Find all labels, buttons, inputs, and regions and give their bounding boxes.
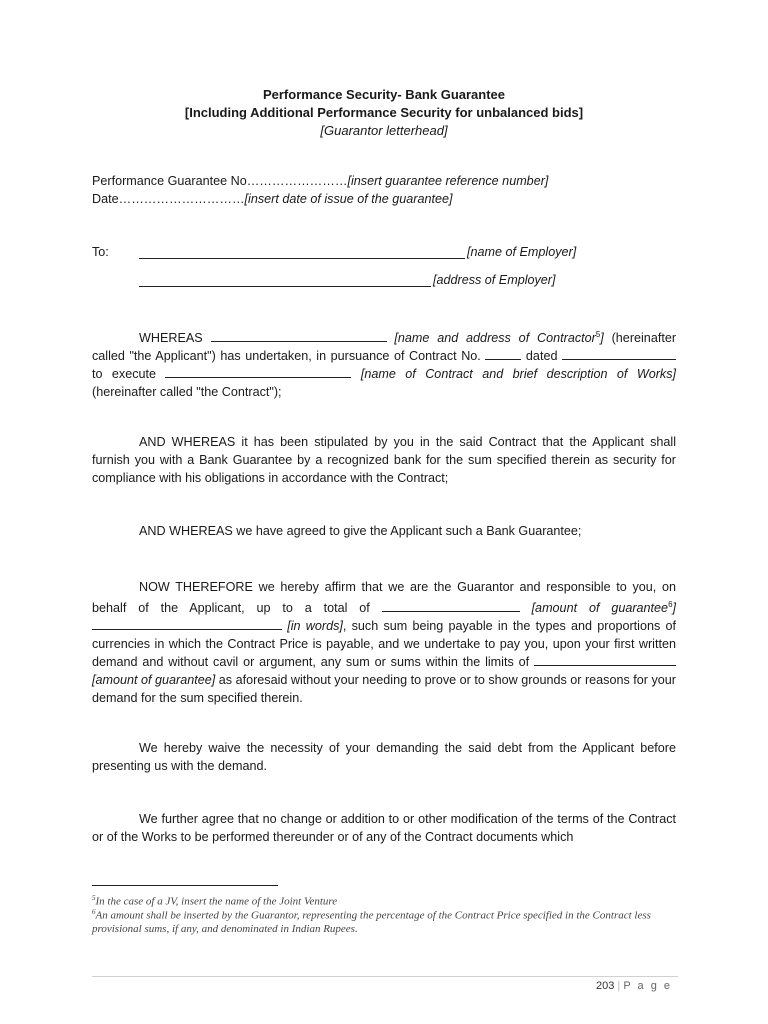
amount-figures-blank (382, 599, 520, 612)
document-header (92, 86, 676, 140)
waiver-paragraph: We hereby waive the necessity of your demanding the said debt from the Applicant before presenting us with the demand. (92, 741, 676, 773)
now-therefore-text-c: as aforesaid without your needing to prove or to show grounds or reasons for your demand for the sum specified therein. (92, 673, 676, 706)
and-whereas-paragraph: AND WHEREAS it has been stipulated by you in the said Contract that the Applicant shall furnish you with a Bank Guarantee by a recognized bank for the sum specified therein as security for compliance with his obligations in accordance with the Contract; (92, 435, 676, 485)
page-label: P a g e (623, 980, 672, 992)
now-therefore-text-a: NOW THEREFORE we hereby affirm that we are the Guarantor and responsible to you, on behalf of the Applicant, up to a total of (92, 580, 676, 616)
employer-name-hint: [name of Employer] (467, 245, 577, 259)
date-line (92, 190, 676, 208)
amount-hint: [amount of guarantee (531, 601, 669, 616)
works-blank (165, 365, 351, 378)
amount-limit-hint: [amount of guarantee] (92, 673, 216, 688)
to-label: To: (92, 245, 109, 259)
footnote-5-number: 5 (92, 894, 96, 902)
document-title: Performance Security- Bank Guarantee (262, 87, 506, 102)
date-hint: [insert date of issue of the guarantee] (244, 192, 453, 206)
document-subtitle: [Including Additional Performance Security for unbalanced bids] (184, 105, 584, 120)
now-therefore-paragraph (92, 578, 676, 707)
footnote-6-number: 6 (92, 908, 96, 916)
employer-address-hint: [address of Employer] (433, 273, 556, 287)
amount-words-blank (92, 617, 282, 630)
guarantee-number-line (92, 172, 676, 190)
whereas-paragraph (92, 326, 676, 401)
further-agree-paragraph: We further agree that no change or addition to or other modification of the terms of the Contract or of the Works to be performed thereunder or of any of the Contract documents which (92, 812, 676, 844)
amount-limit-blank (534, 653, 676, 666)
employer-name-blank (139, 246, 465, 259)
footnote-5-text: In the case of a JV, insert the name of the Joint Venture (95, 895, 338, 908)
whereas-text: (hereinafter called "the Applicant") has undertaken, in pursuance of Contract No. (92, 331, 677, 364)
page-separator: | (617, 980, 621, 992)
footer-rule (92, 976, 678, 977)
letterhead-hint: [Guarantor letterhead] (320, 123, 448, 138)
now-therefore-text-b: , such sum being payable in the types and proportions of currencies in which the Contract Price is payable, and we undertake to pay you, upon your first written demand and without cavil or argument, any sum or sums within the limits of (92, 619, 677, 670)
employer-address-line (92, 271, 676, 289)
reference-block (92, 172, 676, 208)
employer-name-line (92, 243, 676, 261)
footnote-6 (92, 906, 682, 936)
page-number (596, 980, 672, 992)
contractor-blank (211, 329, 387, 342)
whereas-tail: (hereinafter called "the Contract"); (92, 385, 282, 400)
guarantee-number-hint: [insert guarantee reference number] (347, 174, 549, 188)
contract-description-hint: [name of Contract and brief description of Works] (360, 367, 676, 382)
date-label: Date………………………… (92, 192, 245, 206)
dated-text: dated (521, 349, 563, 364)
words-hint: [in words] (287, 619, 343, 634)
agreement-paragraph: AND WHEREAS we have agreed to give the Applicant such a Bank Guarantee; (139, 524, 582, 538)
to-execute-text: to execute (92, 367, 166, 382)
contractor-hint: [name and address of Contractor (394, 331, 596, 346)
contract-number-blank (485, 347, 521, 360)
amount-hint-close: ] (672, 601, 677, 616)
footnote-ref-6: 6 (668, 600, 673, 609)
footnote-ref-5: 5 (595, 330, 601, 339)
contract-date-blank (562, 347, 676, 360)
guarantee-number-label: Performance Guarantee No…………………… (92, 174, 348, 188)
footnote-6-text: An amount shall be inserted by the Guarantor, representing the percentage of the Contract Price specified in the Contract less provisional sums, if any, and denominated in Indian Rupees. (92, 909, 651, 935)
employer-address-blank (139, 274, 431, 287)
footnote-separator (92, 885, 278, 886)
whereas-word: WHEREAS (139, 331, 203, 346)
contractor-hint-close: ] (600, 331, 604, 346)
page-number-value: 203 (595, 980, 615, 992)
addressee-block (92, 243, 676, 289)
